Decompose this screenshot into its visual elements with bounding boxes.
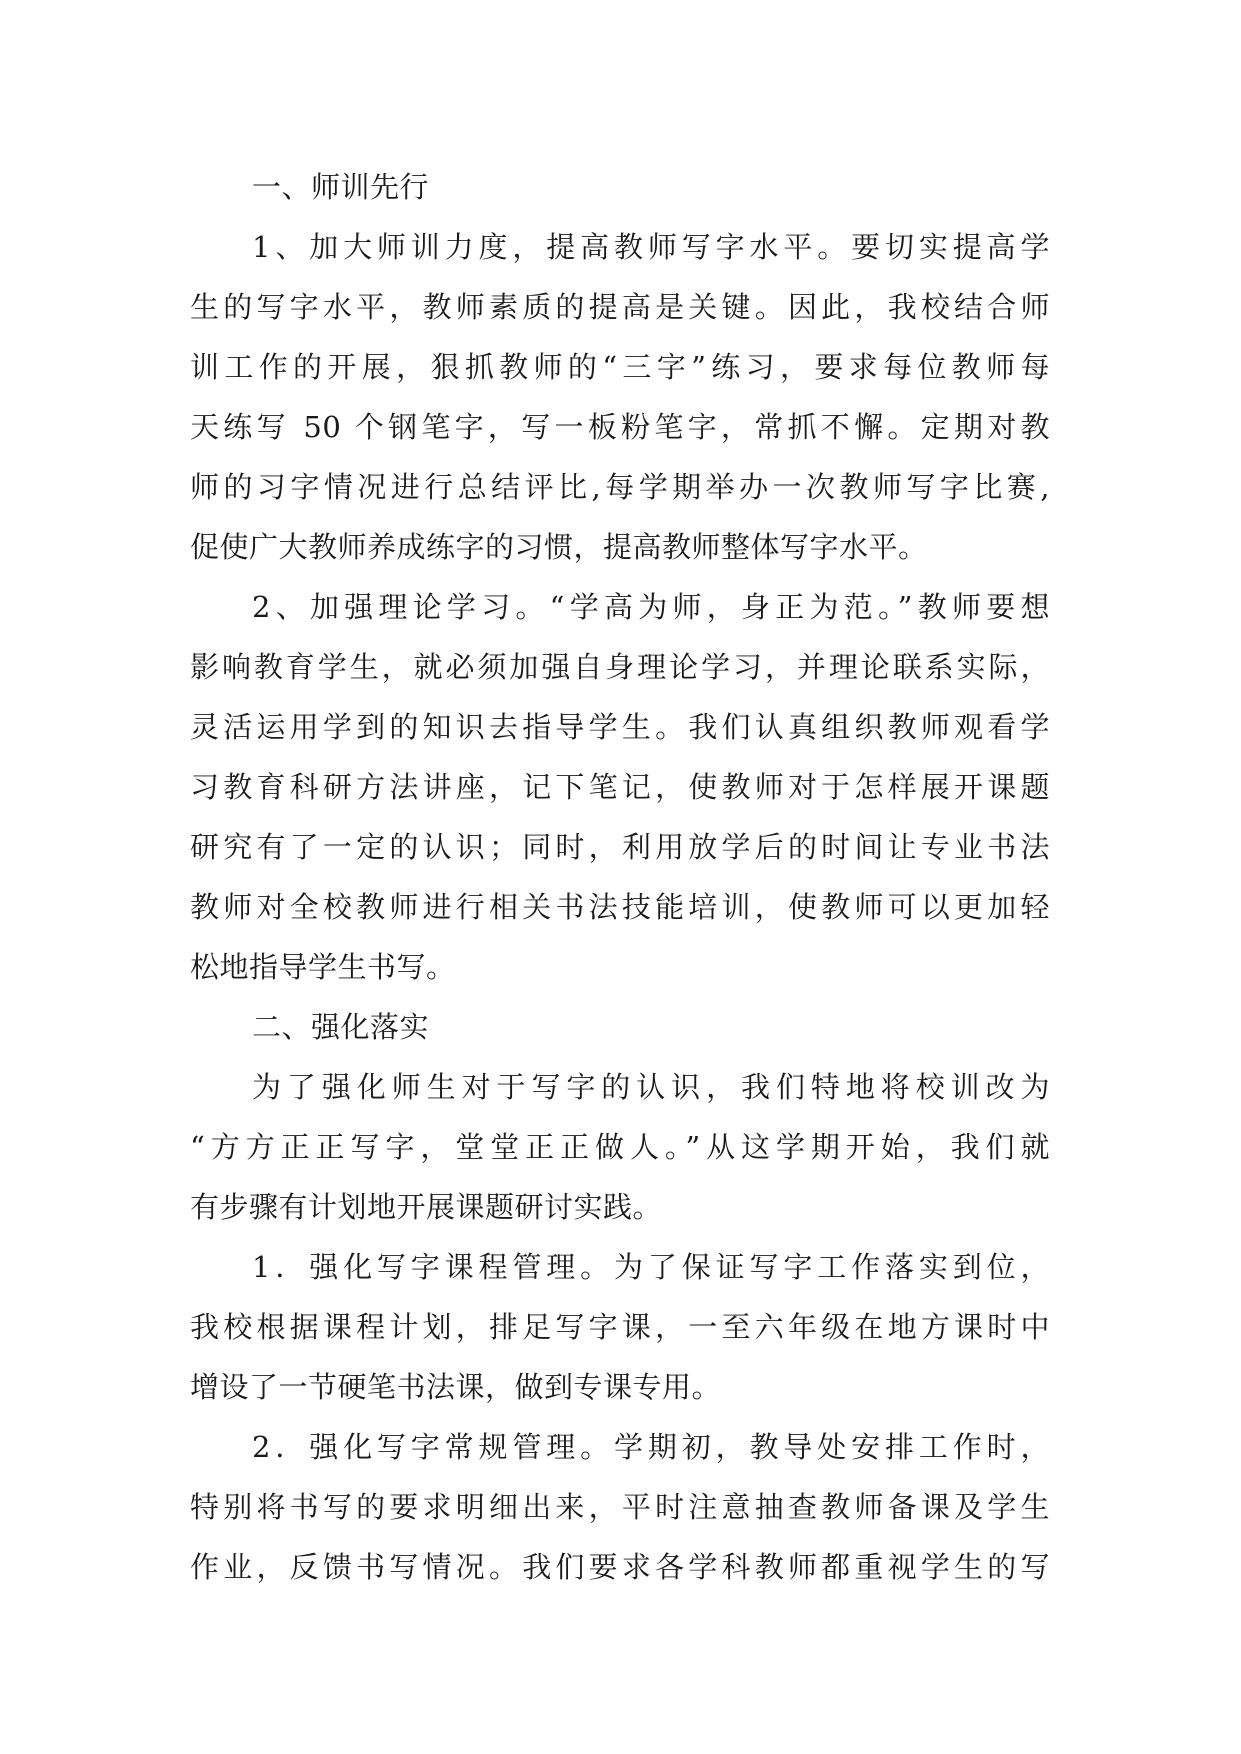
text-line: 有步骤有计划地开展课题研讨实践。 [190,1190,663,1224]
text-line: 师的习字情况进行总结评比,每学期举办一次教师写字比赛, [190,470,1050,504]
text-line: 为了强化师生对于写字的认识，我们特地将校训改为 [252,1070,1050,1104]
text-line: 松地指导学生书写。 [190,950,456,984]
text-line: 天练写 50 个钢笔字，写一板粉笔字，常抓不懈。定期对教 [190,410,1050,444]
text-line: 特别将书写的要求明细出来，平时注意抽查教师备课及学生 [190,1490,1050,1524]
section-heading-teacher-training: 一、师训先行 [252,170,430,204]
text-line: 训工作的开展，狠抓教师的“三字”练习，要求每位教师每 [190,350,1050,384]
text-line: 增设了一节硬笔书法课，做到专课专用。 [190,1370,722,1404]
text-line: 1、加大师训力度，提高教师写字水平。要切实提高学 [252,230,1050,264]
text-line: “方方正正写字，堂堂正正做人。”从这学期开始，我们就 [190,1130,1050,1164]
text-line: 1．强化写字课程管理。为了保证写字工作落实到位， [252,1250,1050,1284]
text-line: 教师对全校教师进行相关书法技能培训，使教师可以更加轻 [190,890,1050,924]
text-line: 生的写字水平，教师素质的提高是关键。因此，我校结合师 [190,290,1050,324]
section-heading-strengthen-implementation: 二、强化落实 [252,1010,430,1044]
text-line: 2．强化写字常规管理。学期初，教导处安排工作时， [252,1430,1050,1464]
text-line: 促使广大教师养成练字的习惯，提高教师整体写字水平。 [190,530,928,564]
text-line: 我校根据课程计划，排足写字课，一至六年级在地方课时中 [190,1310,1050,1344]
text-line: 灵活运用学到的知识去指导学生。我们认真组织教师观看学 [190,710,1050,744]
text-line: 2、加强理论学习。“学高为师，身正为范。”教师要想 [252,590,1050,624]
text-line: 影响教育学生，就必须加强自身理论学习，并理论联系实际， [190,650,1050,684]
text-line: 研究有了一定的认识；同时，利用放学后的时间让专业书法 [190,830,1050,864]
text-line: 作业，反馈书写情况。我们要求各学科教师都重视学生的写 [190,1550,1050,1584]
text-line: 习教育科研方法讲座，记下笔记，使教师对于怎样展开课题 [190,770,1050,804]
